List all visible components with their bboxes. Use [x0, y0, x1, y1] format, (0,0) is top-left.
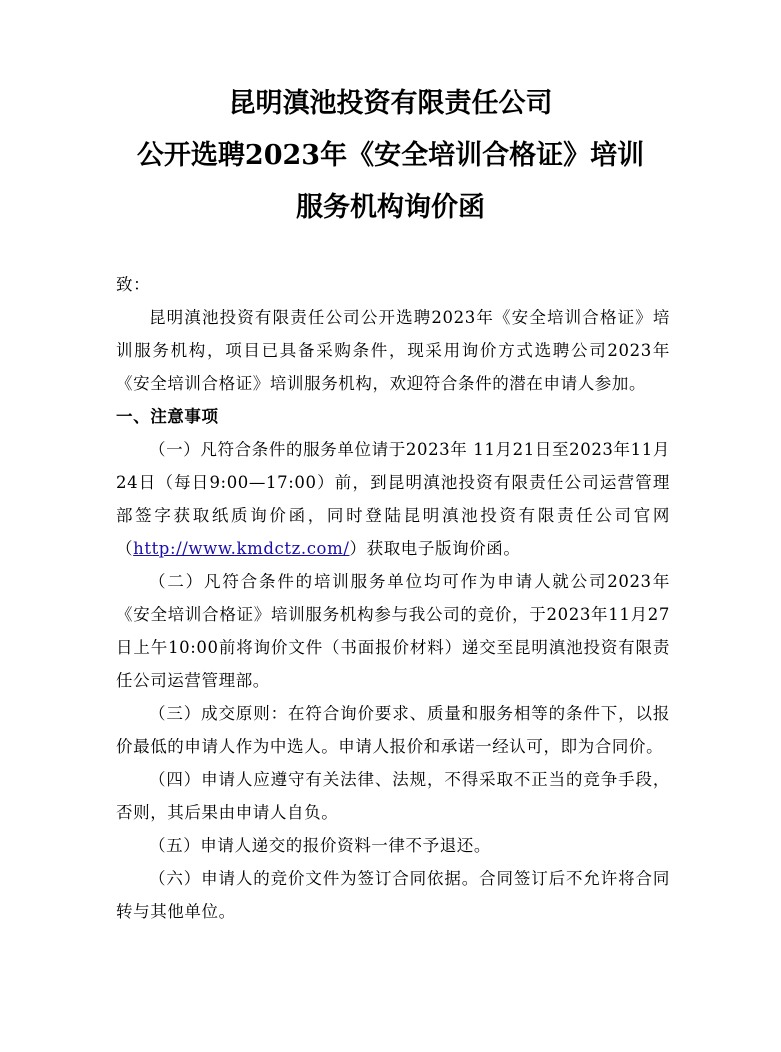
intro-paragraph: 昆明滇池投资有限责任公司公开选聘2023年《安全培训合格证》培训服务机构，项目已具备采购条件，现采用询价方式选聘公司2023年《安全培训合格证》培训服务机构，欢迎符合条件的潜在申请人参加。	[116, 308, 670, 393]
notice-item-6: （六）申请人的竞价文件为签订合同依据。合同签订后不允许将合同转与其他单位。	[116, 869, 670, 921]
notice-item-2: （二）凡符合条件的培训服务单位均可作为申请人就公司2023年《安全培训合格证》培训服务机构参与我公司的竞价，于2023年11月27日上午10:00前将询价文件（书面报价材料）递交至昆明滇池投资有限责任公司运营管理部。	[116, 572, 670, 690]
official-website-link[interactable]: http://www.kmdctz.com/	[133, 539, 350, 558]
document-body	[116, 268, 670, 928]
title-line-1: 昆明滇池投资有限责任公司	[228, 88, 553, 119]
notice-item-4: （四）申请人应遵守有关法律、法规，不得采取不正当的竞争手段，否则，其后果由申请人自负。	[116, 770, 670, 822]
notice-item-1-text-after: ）获取电子版询价函。	[349, 539, 521, 558]
section-heading-notes: 一、注意事项	[116, 407, 219, 426]
title-line-2: 公开选聘2023年《安全培训合格证》培训	[136, 140, 645, 171]
notice-item-1-text-before: （一）凡符合条件的服务单位请于2023年 11月21日至2023年11月24日（每日9:00—17:00）前，到昆明滇池投资有限责任公司运营管理部签字获取纸质询价函，同时登陆昆明滇池投资有限责任公司官网（	[116, 440, 670, 558]
document-title	[0, 78, 781, 234]
notice-item-1	[116, 433, 670, 565]
notice-item-5: （五）申请人递交的报价资料一律不予退还。	[149, 836, 491, 855]
notice-item-3: （三）成交原则：在符合询价要求、质量和服务相等的条件下，以报价最低的申请人作为中选人。申请人报价和承诺一经认可，即为合同价。	[116, 704, 670, 756]
salutation: 致：	[116, 275, 151, 294]
title-line-3: 服务机构询价函	[296, 192, 485, 223]
